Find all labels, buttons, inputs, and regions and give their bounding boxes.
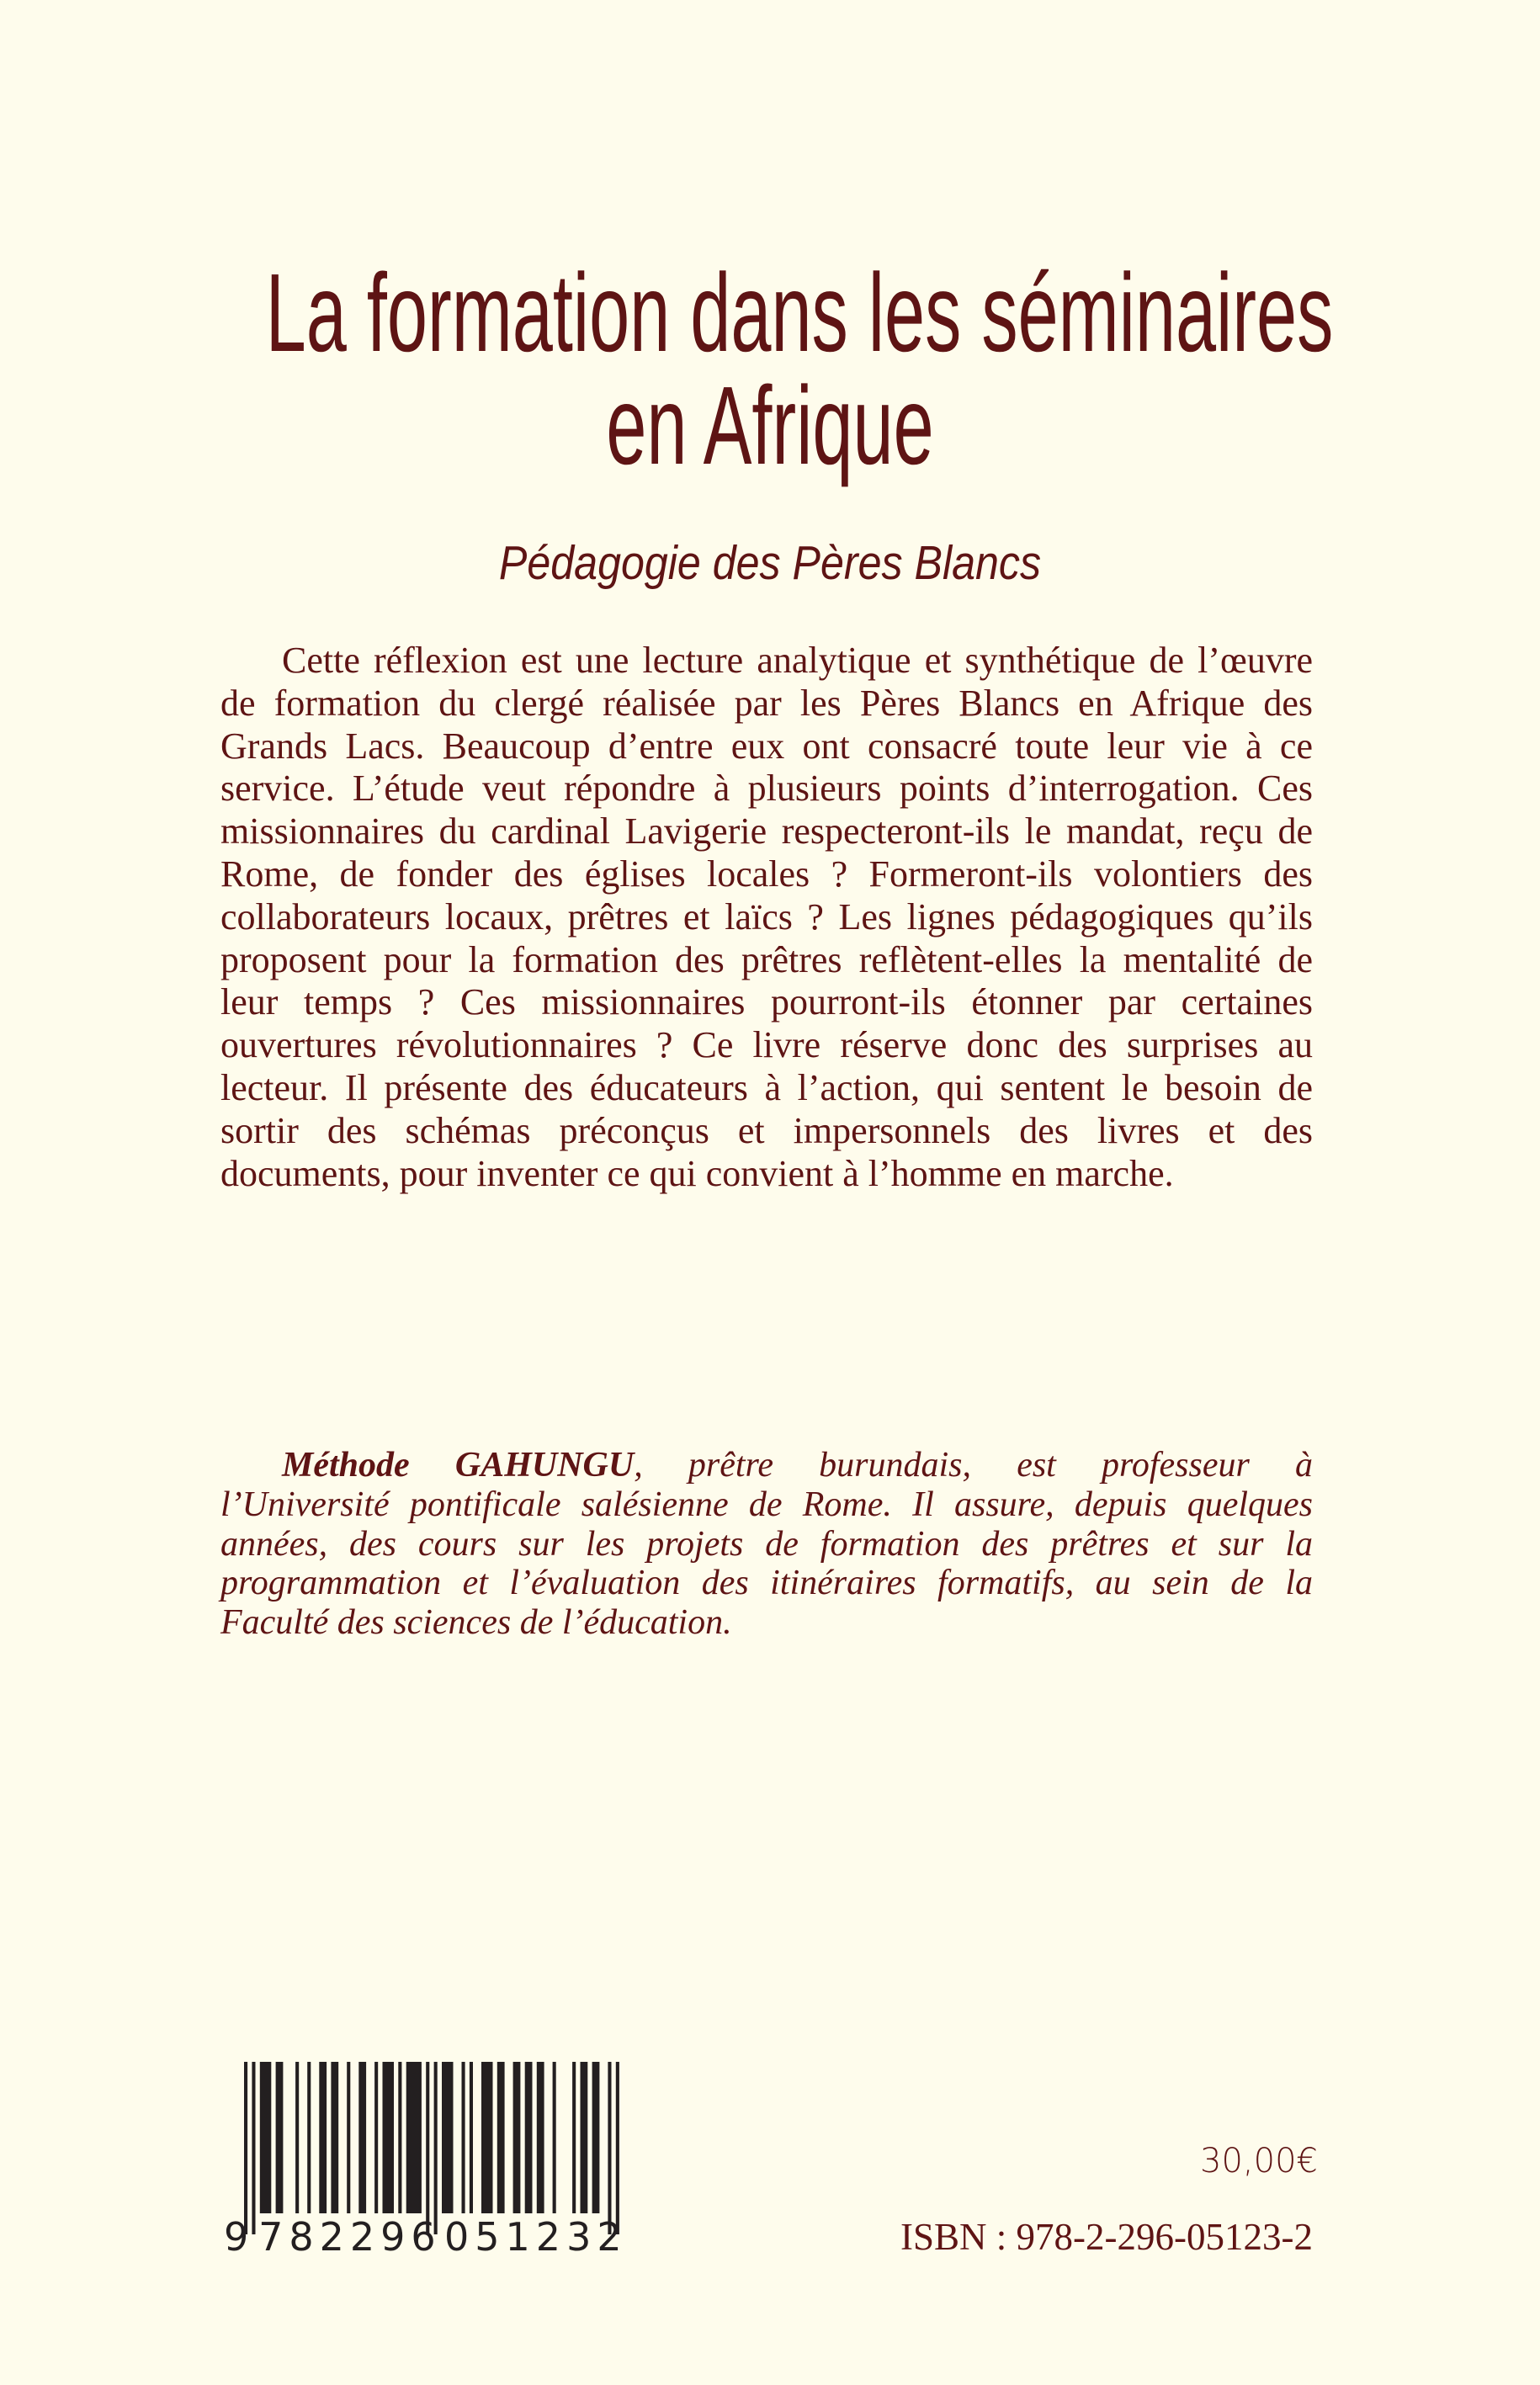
author-bio-line: années, des cours sur les projets de formation des prêtres et sur la xyxy=(220,1524,1313,1564)
summary-line: ouvertures révolutionnaires ? Ce livre réserve donc des surprises au xyxy=(220,1024,1313,1066)
summary-line: de formation du clergé réalisée par les Pères Blancs en Afrique des xyxy=(220,682,1313,724)
summary-line: missionnaires du cardinal Lavigerie respecteront-ils le mandat, reçu de xyxy=(220,810,1313,853)
summary-paragraph xyxy=(220,640,1313,1195)
author-bio-first-line-rest: , prêtre burundais, est professeur à xyxy=(634,1446,1313,1485)
author-bio-line: programmation et l’évaluation des itinéraires formatifs, au sein de la xyxy=(220,1564,1313,1603)
book-subtitle: Pédagogie des Pères Blancs xyxy=(498,536,1042,590)
book-title-line-1: La formation dans les séminaires xyxy=(265,251,1334,374)
isbn-label: ISBN : 978-2-296-05123-2 xyxy=(900,2216,1313,2258)
summary-line: lecteur. Il présente des éducateurs à l’action, qui sentent le besoin de xyxy=(220,1066,1313,1108)
author-bio-line: Faculté des sciences de l’éducation. xyxy=(220,1603,732,1643)
summary-line: service. L’étude veut répondre à plusieurs points d’interrogation. Ces xyxy=(220,768,1313,810)
author-name: Méthode GAHUNGU xyxy=(282,1446,635,1485)
summary-line: proposent pour la formation des prêtres reflètent-elles la mentalité de xyxy=(220,938,1313,980)
price-label: 30,00€ xyxy=(1200,2142,1318,2180)
summary-line: leur temps ? Ces missionnaires pourront-ils étonner par certaines xyxy=(220,981,1313,1023)
barcode-digits: 051232 xyxy=(444,2214,628,2260)
book-title-line-2: en Afrique xyxy=(606,364,934,487)
barcode-icon xyxy=(220,2060,633,2262)
summary-line: Cette réflexion est une lecture analytique et synthétique de l’œuvre xyxy=(282,640,1313,681)
author-bio-paragraph xyxy=(220,1446,1313,1643)
summary-line: sortir des schémas préconçus et impersonnels des livres et des xyxy=(220,1109,1313,1151)
author-bio-line: l’Université pontificale salésienne de Rome. Il assure, depuis quelques xyxy=(220,1485,1313,1524)
summary-line: Grands Lacs. Beaucoup d’entre eux ont consacré toute leur vie à ce xyxy=(220,725,1313,767)
summary-line: collaborateurs locaux, prêtres et laïcs ? Les lignes pédagogiques qu’ils xyxy=(220,895,1313,938)
summary-line: Rome, de fonder des églises locales ? Formeront-ils volontiers des xyxy=(220,853,1313,895)
barcode-digits: 782296 xyxy=(258,2214,442,2260)
summary-line: documents, pour inventer ce qui convient à l’homme en marche. xyxy=(220,1152,1174,1194)
isbn-barcode xyxy=(220,2060,633,2262)
barcode-digits: 9 xyxy=(224,2214,255,2260)
author-bio-line xyxy=(220,1446,1313,1485)
